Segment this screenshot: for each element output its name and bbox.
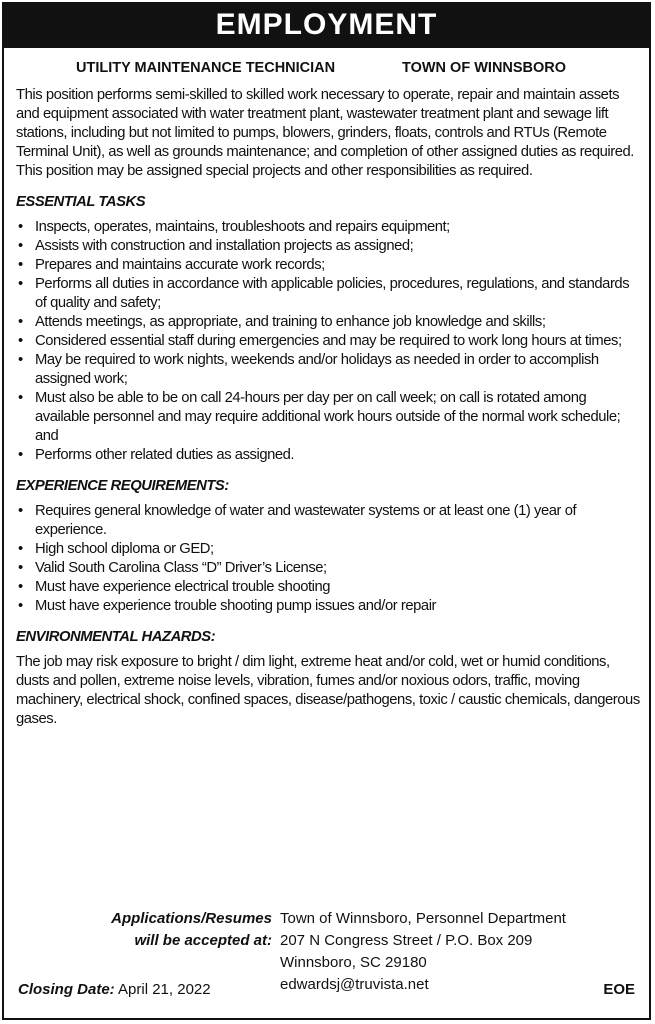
bullet-icon: • <box>18 352 23 368</box>
bullet-icon: • <box>18 598 23 614</box>
bullet-icon: • <box>18 257 23 273</box>
hazards-heading: ENVIRONMENTAL HAZARDS: <box>16 629 216 645</box>
bullet-icon: • <box>18 219 23 235</box>
essential-tasks-heading: ESSENTIAL TASKS <box>16 194 146 210</box>
job-description: This position performs semi-skilled to skilled work necessary to operate, repair and maintain assets and equipment associated with water treatment plant, wastewater treatment plant and sewage lift stations, including but not limited to pumps, blowers, grinders, floats, controls and RTUs (Remote Terminal Unit), as well as grounds maintenance; and completion of other assigned duties as required. This position may be assigned special projects and other responsibilities as required. <box>16 87 634 179</box>
applications-label: Applications/Resumes will be accepted at: <box>111 910 272 949</box>
closing-date-value: April 21, 2022 <box>118 981 211 998</box>
list-item: • May be required to work nights, weekends and/or holidays as needed in order to accomplish assigned work; <box>18 352 599 387</box>
bullet-icon: • <box>18 390 23 406</box>
bullet-icon: • <box>18 541 23 557</box>
bullet-icon: • <box>18 276 23 292</box>
bullet-icon: • <box>18 503 23 519</box>
bullet-icon: • <box>18 579 23 595</box>
hazards-text: The job may risk exposure to bright / dim light, extreme heat and/or cold, wet or humid conditions, dusts and pollen, extreme noise levels, vibration, fumes and/or noxious odors, traffic, moving machinery, electrical shock, confined spaces, disease/pathogens, toxic / caustic chemicals, dangerous gases. <box>16 654 640 727</box>
employment-banner: EMPLOYMENT <box>2 2 651 48</box>
closing-date-label: Closing Date: <box>18 981 115 998</box>
list-item: • Attends meetings, as appropriate, and training to enhance job knowledge and skills; <box>18 314 546 330</box>
experience-heading: EXPERIENCE REQUIREMENTS: <box>16 478 229 494</box>
list-item: • High school diploma or GED; <box>18 541 214 557</box>
bullet-icon: • <box>18 238 23 254</box>
bullet-icon: • <box>18 447 23 463</box>
bullet-icon: • <box>18 560 23 576</box>
bullet-icon: • <box>18 314 23 330</box>
bullet-icon: • <box>18 333 23 349</box>
list-item: • Must also be able to be on call 24-hours per day per on call week; on call is rotated among available personnel and may require additional work hours outside of the normal work schedule; and <box>18 390 621 444</box>
city-state-zip: Winnsboro, SC 29180 <box>280 954 427 971</box>
employer-name: TOWN OF WINNSBORO <box>402 60 567 76</box>
list-item: • Inspects, operates, maintains, troubleshoots and repairs equipment; <box>18 219 450 235</box>
essential-tasks-list <box>16 218 642 465</box>
list-item: • Considered essential staff during emergencies and may be required to work long hours at times; <box>18 333 622 349</box>
list-item: • Performs all duties in accordance with applicable policies, procedures, regulations, and standards of quality and safety; <box>18 276 630 311</box>
closing-date <box>18 979 211 1001</box>
job-title: UTILITY MAINTENANCE TECHNICIAN <box>76 60 336 76</box>
ad-body <box>16 86 642 729</box>
eoe-label: EOE <box>603 981 635 998</box>
list-item: • Prepares and maintains accurate work records; <box>18 257 325 273</box>
experience-list <box>16 502 642 616</box>
list-item: • Performs other related duties as assigned. <box>18 447 295 463</box>
list-item: • Requires general knowledge of water and wastewater systems or at least one (1) year of experience. <box>18 503 577 538</box>
list-item: • Assists with construction and installation projects as assigned; <box>18 238 414 254</box>
contact-email[interactable]: edwardsj@truvista.net <box>280 976 429 993</box>
applications-address <box>280 908 566 996</box>
department-name: Town of Winnsboro, Personnel Department <box>280 910 566 927</box>
list-item: • Valid South Carolina Class “D” Driver’s License; <box>18 560 327 576</box>
list-item: • Must have experience electrical trouble shooting <box>18 579 331 595</box>
street-address: 207 N Congress Street / P.O. Box 209 <box>280 932 533 949</box>
list-item: • Must have experience trouble shooting pump issues and/or repair <box>18 598 437 614</box>
